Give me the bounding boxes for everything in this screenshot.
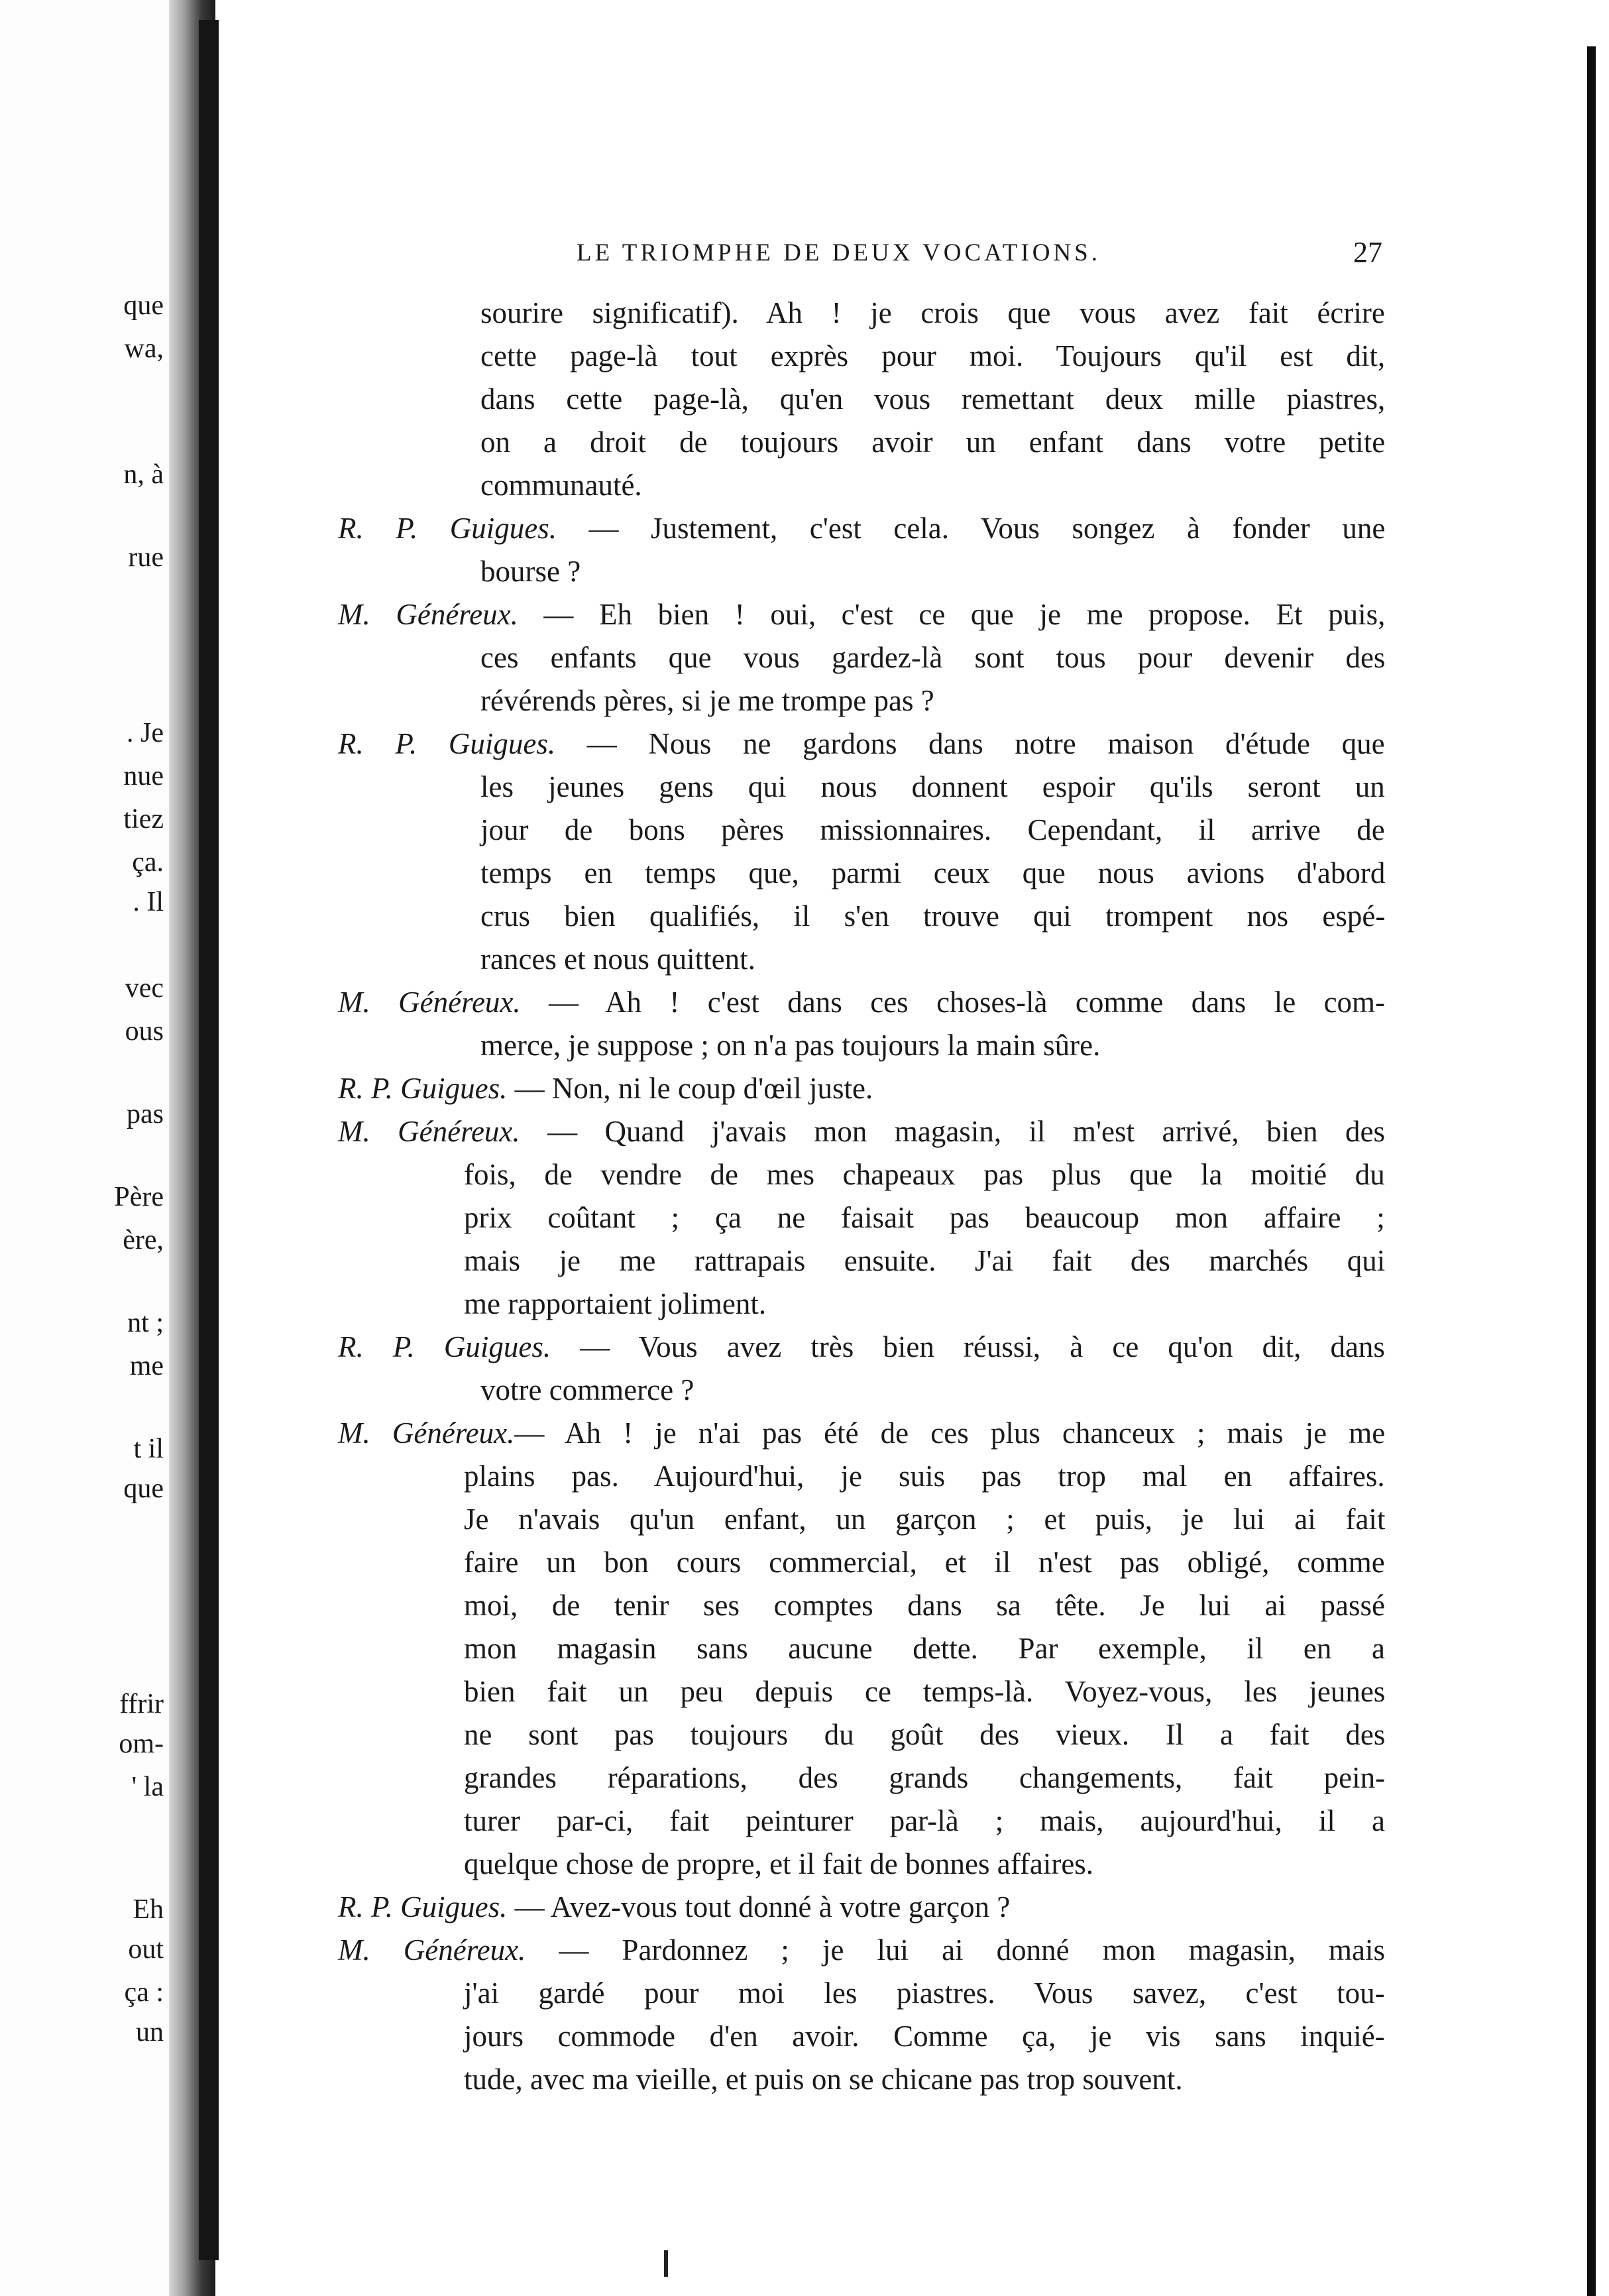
line-text: — Pardonnez ; je lui ai donné mon magasin, mais	[526, 1933, 1386, 1967]
dialogue-line	[464, 1548, 1385, 1578]
dialogue-line-speaker	[338, 729, 1385, 759]
line-text: — Justement, c'est cela. Vous songez à fonder une	[556, 512, 1386, 545]
facing-page-text: ' la	[131, 1772, 164, 1802]
line-text: — Ah ! je n'ai pas été de ces plus chanceux ; mais je me	[514, 1416, 1386, 1450]
line-text: jour de bons pères missionnaires. Cependant, il arrive de	[480, 813, 1385, 846]
line-text: tude, avec ma vieille, et puis on se chicane pas trop souvent.	[464, 2063, 1183, 2096]
dialogue-line	[464, 1246, 1385, 1276]
dialogue-line	[480, 901, 1385, 931]
line-text: jours commode d'en avoir. Comme ça, je vis sans inquié-	[464, 2020, 1385, 2053]
facing-page-text: nt ;	[127, 1308, 164, 1338]
speaker-name: M. Généreux.	[338, 986, 521, 1019]
line-text: révérends pères, si je me trompe pas ?	[480, 684, 934, 717]
facing-page-text: tiez	[123, 804, 164, 834]
line-text: on a droit de toujours avoir un enfant dans votre petite	[480, 426, 1386, 459]
dialogue-line	[480, 1375, 694, 1405]
line-text: me rapportaient joliment.	[464, 1287, 767, 1320]
line-text: quelque chose de propre, et il fait de bonnes affaires.	[464, 1847, 1094, 1880]
line-text: — Ah ! c'est dans ces choses-là comme dans le com-	[520, 986, 1386, 1019]
facing-page-text: t il	[133, 1434, 164, 1464]
line-text: Je n'avais qu'un enfant, un garçon ; et puis, je lui ai fait	[464, 1503, 1386, 1536]
scan-margin	[1596, 0, 1609, 2296]
facing-page-text: n, à	[123, 459, 164, 490]
line-text: j'ai gardé pour moi les piastres. Vous savez, c'est tou-	[464, 1977, 1385, 2010]
dialogue-line	[464, 1720, 1385, 1750]
speaker-name: M. Généreux.	[338, 1416, 515, 1450]
line-text: ces enfants que vous gardez-là sont tous pour devenir des	[480, 641, 1386, 674]
line-text: dans cette page-là, qu'en vous remettant deux mille piastres,	[480, 382, 1386, 416]
dialogue-line	[464, 1203, 1385, 1233]
dialogue-line	[464, 2022, 1385, 2051]
dialogue-line	[464, 1806, 1385, 1836]
dialogue-line-speaker	[338, 1332, 1385, 1362]
dialogue-line	[480, 643, 1385, 673]
facing-page-text: ça.	[132, 847, 164, 878]
scan-mark	[664, 2250, 668, 2277]
dialogue-line-speaker	[338, 1935, 1385, 1965]
speaker-name: R. P. Guigues.	[338, 512, 557, 545]
line-text: grandes réparations, des grands changements, fait pein-	[464, 1761, 1386, 1794]
dialogue-line	[464, 2065, 1183, 2095]
dialogue-line	[464, 1462, 1385, 1491]
line-text: communauté.	[480, 469, 642, 502]
dialogue-line	[464, 1677, 1385, 1707]
running-head: LE TRIOMPHE DE DEUX VOCATIONS.	[577, 239, 1101, 266]
page-number: 27	[1353, 236, 1382, 268]
facing-page-text: vec	[125, 973, 164, 1004]
facing-page-text: ça :	[124, 1977, 164, 2008]
line-text: turer par-ci, fait peinturer par-là ; mais, aujourd'hui, il a	[464, 1804, 1385, 1837]
line-text: moi, de tenir ses comptes dans sa tête. Je lui ai passé	[464, 1589, 1386, 1622]
dialogue-line	[480, 772, 1385, 802]
dialogue-line	[480, 686, 934, 716]
facing-page-text: ère,	[123, 1225, 164, 1255]
facing-page-text: . Il	[133, 887, 164, 917]
line-text: temps en temps que, parmi ceux que nous avions d'abord	[480, 856, 1386, 890]
line-text: bien fait un peu depuis ce temps-là. Voyez-vous, les jeunes	[464, 1675, 1386, 1708]
dialogue-line	[480, 341, 1385, 371]
line-text: cette page-là tout exprès pour moi. Toujours qu'il est dit,	[480, 339, 1386, 373]
line-text: faire un bon cours commercial, et il n'est pas obligé, comme	[464, 1546, 1385, 1579]
line-text: ne sont pas toujours du goût des vieux. Il a fait des	[464, 1718, 1386, 1751]
dialogue-line	[464, 1160, 1385, 1190]
facing-page-text: que	[123, 1473, 164, 1504]
dialogue-line-speaker	[338, 514, 1385, 544]
line-text: plains pas. Aujourd'hui, je suis pas trop mal en affaires.	[464, 1460, 1385, 1493]
dialogue-line-speaker	[338, 1074, 873, 1104]
line-text: mais je me rattrapais ensuite. J'ai fait des marchés qui	[464, 1244, 1386, 1277]
line-text: — Avez-vous tout donné à votre garçon ?	[507, 1890, 1011, 1923]
line-text: — Vous avez très bien réussi, à ce qu'on dit, dans	[551, 1330, 1385, 1363]
facing-page-text: ous	[125, 1016, 164, 1047]
facing-page-text: nue	[123, 761, 164, 791]
speaker-name: M. Généreux.	[338, 1115, 520, 1148]
facing-page-text: . Je	[127, 718, 164, 748]
dialogue-line-speaker	[338, 1892, 1010, 1922]
dialogue-line	[480, 557, 581, 587]
line-text: crus bien qualifiés, il s'en trouve qui trompent nos espé-	[480, 899, 1386, 933]
line-text: votre commerce ?	[480, 1373, 694, 1406]
line-text: — Quand j'avais mon magasin, il m'est arrivé, bien des	[520, 1115, 1385, 1148]
line-text: sourire significatif). Ah ! je crois que vous avez fait écrire	[480, 296, 1385, 329]
speaker-name: M. Généreux.	[338, 1933, 526, 1967]
line-text: les jeunes gens qui nous donnent espoir qu'ils seront un	[480, 770, 1385, 803]
line-text: merce, je suppose ; on n'a pas toujours la main sûre.	[480, 1029, 1101, 1062]
facing-page-text: Père	[114, 1182, 164, 1212]
dialogue-line	[480, 471, 642, 500]
line-text: — Eh bien ! oui, c'est ce que je me propose. Et puis,	[518, 598, 1386, 631]
line-text: bourse ?	[480, 555, 581, 588]
dialogue-line-speaker	[338, 1117, 1385, 1147]
line-text: — Non, ni le coup d'œil juste.	[507, 1072, 873, 1105]
speaker-name: R. P. Guigues.	[338, 1072, 508, 1105]
book-gutter-edge	[199, 20, 219, 2260]
dialogue-line	[480, 858, 1385, 888]
dialogue-line	[464, 1505, 1385, 1534]
facing-page-text: om-	[119, 1729, 164, 1759]
line-text: rances et nous quittent.	[480, 943, 755, 976]
facing-page-fragment	[0, 0, 169, 2296]
speaker-name: R. P. Guigues.	[338, 1890, 508, 1923]
line-text: — Nous ne gardons dans notre maison d'étude que	[555, 727, 1385, 760]
facing-page-text: pas	[127, 1099, 164, 1129]
dialogue-line	[464, 1849, 1093, 1879]
dialogue-line	[480, 384, 1385, 414]
dialogue-line	[464, 1763, 1385, 1793]
dialogue-line	[480, 298, 1385, 328]
facing-page-text: ffrir	[119, 1689, 164, 1719]
facing-page-text: rue	[128, 542, 164, 573]
facing-page-text: que	[123, 290, 164, 321]
facing-page-text: Eh	[133, 1894, 164, 1925]
facing-page-text: out	[128, 1934, 164, 1965]
line-text: mon magasin sans aucune dette. Par exemple, il en a	[464, 1632, 1385, 1665]
dialogue-line	[464, 1289, 766, 1319]
dialogue-line-speaker	[338, 1418, 1385, 1448]
dialogue-line	[480, 1031, 1100, 1061]
line-text: fois, de vendre de mes chapeaux pas plus que la moitié du	[464, 1158, 1385, 1191]
facing-page-text: un	[136, 2017, 164, 2047]
dialogue-line	[464, 1634, 1385, 1664]
facing-page-text: me	[129, 1351, 164, 1381]
dialogue-line	[464, 1591, 1385, 1621]
line-text: prix coûtant ; ça ne faisait pas beaucoup mon affaire ;	[464, 1201, 1385, 1234]
speaker-name: R. P. Guigues.	[338, 1330, 551, 1363]
dialogue-line	[480, 945, 755, 974]
dialogue-line	[480, 815, 1385, 845]
facing-page-text: wa,	[124, 333, 164, 364]
dialogue-line-speaker	[338, 600, 1385, 630]
dialogue-line	[480, 428, 1385, 457]
speaker-name: R. P. Guigues.	[338, 727, 556, 760]
dialogue-line-speaker	[338, 988, 1385, 1017]
dialogue-line	[464, 1979, 1385, 2008]
speaker-name: M. Généreux.	[338, 598, 518, 631]
